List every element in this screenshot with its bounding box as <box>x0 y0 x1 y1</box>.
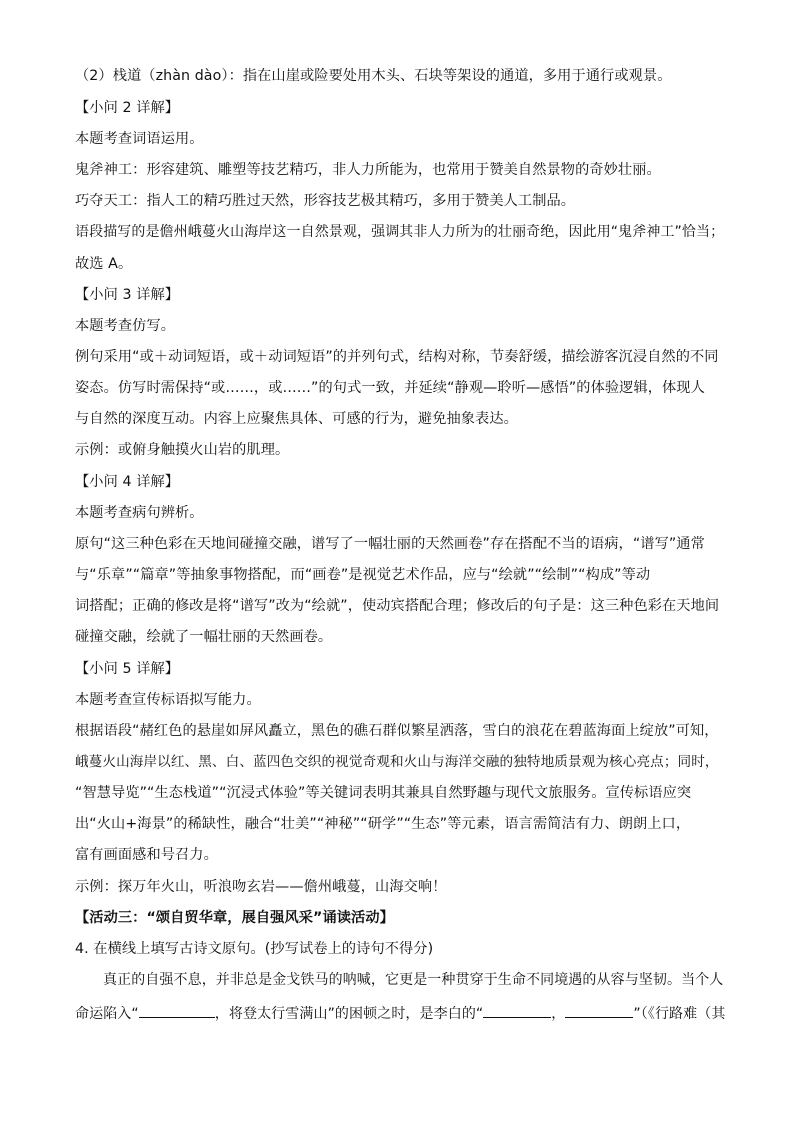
section-heading: 【小问 5 详解】 <box>75 661 180 677</box>
text-line: 例句采用“或＋动词短语，或＋动词短语”的并列句式，结构对称，节奏舒缓，描绘游客沉浸自然的不同 <box>75 349 719 365</box>
text-line: 故选 A。 <box>75 256 133 272</box>
section-heading: 【小问 4 详解】 <box>75 474 180 490</box>
activity-heading: 【活动三：“颂自贸华章，展自强风采”诵读活动】 <box>75 910 394 926</box>
question-stem: 4. 在横线上填写古诗文原句。(抄写试卷上的诗句不得分) <box>75 941 434 957</box>
text-line: 原句“这三种色彩在天地间碰撞交融，谱写了一幅壮丽的天然画卷”存在搭配不当的语病，“谱写”通常 <box>75 536 705 552</box>
text-line: 本题考查病句辨析。 <box>75 505 204 521</box>
text-line: 真正的自强不息，并非总是金戈铁马的呐喊，它更是一种贯穿于生命不同境遇的从容与坚韧。当个人 <box>103 972 724 988</box>
text-segment: ”（《行路难（其 <box>633 1006 726 1022</box>
text-line: 本题考查宣传标语拟写能力。 <box>75 692 261 708</box>
section-heading: 【小问 3 详解】 <box>75 287 180 303</box>
text-line: 富有画面感和号召力。 <box>75 847 218 863</box>
text-line: 出“火山+海景”的稀缺性，融合“壮美”“神秘”“研学”“生态”等元素，语言需简洁有力、朗朗上口， <box>75 816 691 832</box>
text-line: 巧夺天工：指人工的精巧胜过天然，形容技艺极其精巧，多用于赞美人工制品。 <box>75 193 576 209</box>
text-line: 与自然的深度互动。内容上应聚焦具体、可感的行为，避免抽象表达。 <box>75 411 518 427</box>
text-line: （2）栈道（zhàn dào）：指在山崖或险要处用木头、石块等架设的通道，多用于通行或观景。 <box>75 68 672 84</box>
text-line: 与“乐章”“篇章”等抽象事物搭配，而“画卷”是视觉艺术作品，应与“绘就”“绘制”“构成”等动 <box>75 567 651 583</box>
text-line-with-blanks <box>75 1002 725 1023</box>
answer-blank[interactable] <box>483 1002 551 1018</box>
text-line: 示例：或俯身触摸火山岩的肌理。 <box>75 442 290 458</box>
text-line: 碰撞交融，绘就了一幅壮丽的天然画卷。 <box>75 629 333 645</box>
text-segment: 命运陷入“ <box>75 1006 139 1022</box>
text-line: 姿态。仿写时需保持“或……，或……”的句式一致，并延续“静观—聆听—感悟”的体验逻辑，体现人 <box>75 380 705 396</box>
text-line: 示例：探万年火山，听浪吻玄岩——儋州峨蔓，山海交响！ <box>75 879 447 895</box>
text-segment: ， <box>551 1006 566 1022</box>
text-line: “智慧导览”“生态栈道”“沉浸式体验”等关键词表明其兼具自然野趣与现代文旅服务。宣传标语应突 <box>75 785 692 801</box>
text-line: 语段描写的是儋州峨蔓火山海岸这一自然景观，强调其非人力所为的壮丽奇绝，因此用“鬼斧神工”恰当； <box>75 224 725 240</box>
answer-blank[interactable] <box>565 1002 633 1018</box>
text-line: 本题考查词语运用。 <box>75 131 204 147</box>
section-heading: 【小问 2 详解】 <box>75 100 180 116</box>
text-line: 词搭配；正确的修改是将“谱写”改为“绘就”，使动宾搭配合理；修改后的句子是：这三种色彩在天地间 <box>75 598 720 614</box>
text-line: 根据语段“赭红色的悬崖如屏风矗立，黑色的礁石群似繁星洒落，雪白的浪花在碧蓝海面上绽放”可知， <box>75 723 719 739</box>
text-line: 峨蔓火山海岸以红、黑、白、蓝四色交织的视觉奇观和火山与海洋交融的独特地质景观为核心亮点；同时， <box>75 754 719 770</box>
text-line: 鬼斧神工：形容建筑、雕塑等技艺精巧，非人力所能为，也常用于赞美自然景物的奇妙壮丽。 <box>75 162 661 178</box>
text-line: 本题考查仿写。 <box>75 318 176 334</box>
text-segment: ，将登太行雪满山”的困顿之时，是李白的“ <box>214 1006 484 1022</box>
answer-blank[interactable] <box>139 1002 215 1018</box>
